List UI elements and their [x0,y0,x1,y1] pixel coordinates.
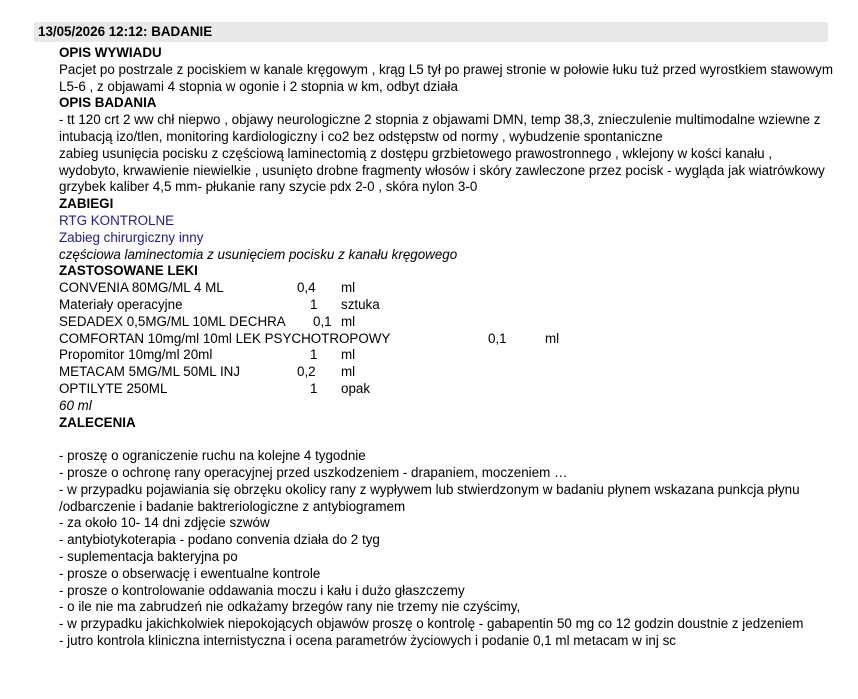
med-row [59,364,834,381]
record-header [34,22,828,42]
med-name: METACAM 5MG/ML 50ML INJ [59,364,241,380]
zabieg-note: częściowa laminectomia z usunięciem pocisku z kanału kręgowego [59,246,458,262]
med-qty: 1 [310,380,318,396]
med-name: Materiały operacyjne [59,296,183,312]
zabieg-item: RTG KONTROLNE [59,212,175,228]
med-qty: 1 [310,347,318,363]
med-name: Propomitor 10mg/ml 20ml [59,347,213,363]
zalecenie-item: - jutro kontrola kliniczna internistyczna i ocena parametrów życiowych i podanie 0,1 ml metacam w inj sc [59,632,676,648]
zalecenie-item: - suplementacja bakteryjna po [59,548,238,564]
record-date: 13/05/2026 12:12: [38,24,148,39]
med-qty: 0,4 [297,280,316,296]
med-unit: ml [341,280,356,296]
med-unit: sztuka [341,296,380,312]
med-unit: ml [545,330,560,346]
zalecenie-item: - prosze o kontrolowanie oddawania moczu i kału i dużo głaszczemy [59,582,465,598]
med-row [59,314,834,331]
section-heading-badanie: OPIS BADANIA [59,95,157,111]
med-unit: ml [341,347,356,363]
med-name: CONVENIA 80MG/ML 4 ML [59,280,224,296]
zabieg-item: Zabieg chirurgiczny inny [59,229,204,245]
med-row [59,331,834,348]
section-heading-zalecenia: ZALECENIA [59,414,136,430]
med-row [59,280,834,297]
med-row [59,347,834,364]
med-qty: 1 [310,296,318,312]
wywiad-text: Pacjet po postrzale z pociskiem w kanale kręgowym , krąg L5 tył po prawej stronie w połowie łuku tuż przed wyrostkiem stawowym L5-6 , z objawami 4 stopnia w ogonie i 2 stopnia w km, odbyt działa [59,61,833,94]
spacer [59,431,834,448]
zalecenie-item: - w przypadku pojawiania się obrzęku okolicy rany z wypływem lub stwierdzonym w badaniu płynem wskazana punkcja płynu /odbarczenie i badanie baktreriologiczne z antybiogramem [59,481,800,514]
badanie-paragraph-1: - tt 120 crt 2 ww chł niepwo , objawy neurologiczne 2 stopnia z objawami DMN, temp 38,3, znieczulenie multimodalne wziewne z intubacją izo/tlen, monitoring kardiologiczny i co2 bez odstępstw od normy , wybudzenie spontaniczne [59,112,821,144]
leki-note: 60 ml [59,397,92,413]
record-content [59,45,834,650]
section-heading-zabiegi: ZABIEGI [59,196,114,212]
zalecenie-item: - prosze o obserwację i ewentualne kontrole [59,565,321,581]
med-unit: ml [341,364,356,380]
zalecenie-item: - prosze o ochronę rany operacyjnej przed uszkodzeniem - drapaniem, moczeniem … [59,464,568,480]
med-unit: ml [341,313,356,329]
zalecenie-item: - o ile nie ma zabrudzeń nie odkażamy brzegów rany nie trzemy nie czyścimy, [59,599,521,615]
med-name: OPTILYTE 250ML [59,380,168,396]
section-heading-leki: ZASTOSOWANE LEKI [59,263,198,279]
section-heading-wywiad: OPIS WYWIADU [59,45,162,60]
med-name: SEDADEX 0,5MG/ML 10ML DECHRA [59,313,286,329]
badanie-paragraph-2: zabieg usunięcia pocisku z częściową laminectomią z dostępu grzbietowego prawostronnego , wklejony w kości kanału , wydobyto, krwawienie niewielkie , usunięto drobne fragmenty włosów i skóry zawleczone przez pocisk - wygląda jak wiatrówkowy grzybek kaliber 4,5 mm- płukanie rany szycie pdx 2-0 , skóra nylon 3-0 [59,145,825,195]
zalecenie-item: - antybiotykoterapia - podano convenia działa do 2 tyg [59,532,380,548]
med-row [59,297,834,314]
med-qty: 0,1 [313,313,332,329]
zalecenie-item: - za około 10- 14 dni zdjęcie szwów [59,515,270,531]
zalecenie-item: - w przypadku jakichkolwiek niepokojących objawów proszę o kontrolę - gabapentin 50 mg co 12 godzin doustnie z jedzeniem [59,616,804,632]
zalecenie-item: - proszę o ograniczenie ruchu na kolejne 4 tygodnie [59,448,366,464]
med-row [59,381,834,398]
med-qty: 0,1 [488,330,507,346]
med-qty: 0,2 [297,364,316,380]
med-name: COMFORTAN 10mg/ml 10ml LEK PSYCHOTROPOWY [59,330,391,346]
record-title: BADANIE [151,24,213,39]
med-unit: opak [341,380,371,396]
